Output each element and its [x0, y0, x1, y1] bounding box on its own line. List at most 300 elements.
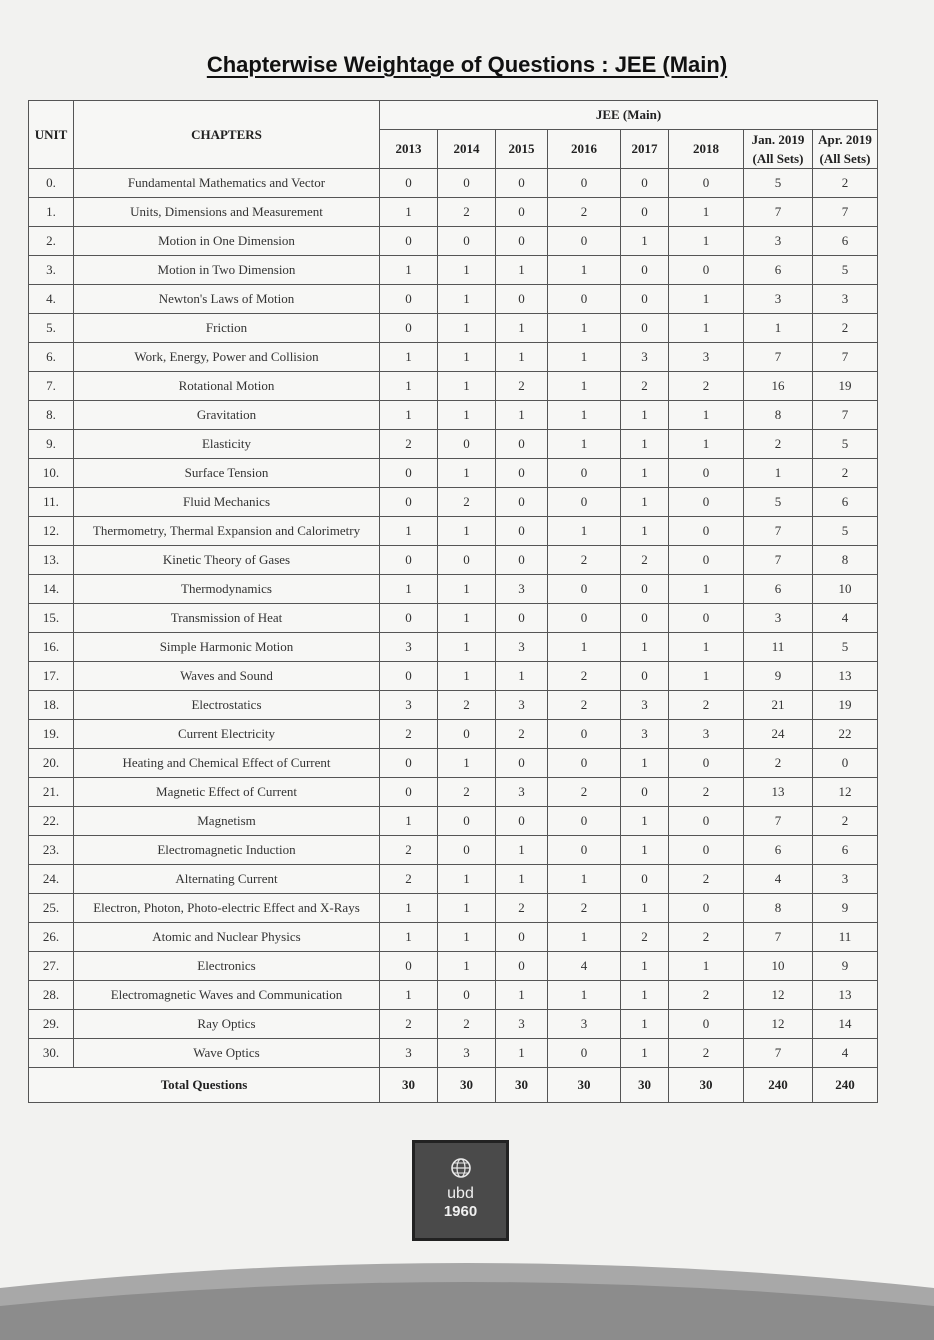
table-row: [29, 1010, 878, 1039]
value-cell: 7: [744, 546, 813, 575]
unit-cell: 3.: [29, 256, 74, 285]
total-cell: 30: [496, 1068, 548, 1103]
value-cell: 7: [813, 401, 878, 430]
value-cell: 13: [744, 778, 813, 807]
value-cell: 1: [380, 981, 438, 1010]
value-cell: 5: [813, 430, 878, 459]
value-cell: 1: [548, 517, 621, 546]
value-cell: 6: [813, 227, 878, 256]
value-cell: 0: [813, 749, 878, 778]
table-row: [29, 865, 878, 894]
value-cell: 0: [621, 575, 669, 604]
value-cell: 0: [380, 227, 438, 256]
table-row: [29, 604, 878, 633]
table-row: [29, 169, 878, 198]
unit-cell: 20.: [29, 749, 74, 778]
value-cell: 1: [438, 575, 496, 604]
value-cell: 1: [380, 575, 438, 604]
value-cell: 0: [438, 430, 496, 459]
value-cell: 1: [438, 256, 496, 285]
value-cell: 2: [438, 691, 496, 720]
value-cell: 1: [438, 372, 496, 401]
value-cell: 21: [744, 691, 813, 720]
value-cell: 2: [669, 1039, 744, 1068]
value-cell: 0: [496, 749, 548, 778]
value-cell: 1: [380, 807, 438, 836]
chapter-cell: Motion in One Dimension: [74, 227, 380, 256]
chapter-cell: Alternating Current: [74, 865, 380, 894]
value-cell: 0: [380, 314, 438, 343]
value-cell: 0: [380, 604, 438, 633]
value-cell: 16: [744, 372, 813, 401]
value-cell: 2: [669, 372, 744, 401]
value-cell: 3: [380, 633, 438, 662]
value-cell: 0: [669, 517, 744, 546]
chapter-cell: Fluid Mechanics: [74, 488, 380, 517]
value-cell: 0: [669, 546, 744, 575]
chapter-cell: Electrostatics: [74, 691, 380, 720]
value-cell: 0: [669, 749, 744, 778]
value-cell: 1: [669, 314, 744, 343]
year-header-jan-2019: [744, 130, 813, 169]
value-cell: 1: [669, 198, 744, 227]
chapters-header: CHAPTERS: [74, 101, 380, 169]
value-cell: 1: [621, 749, 669, 778]
value-cell: 0: [621, 256, 669, 285]
value-cell: 5: [744, 488, 813, 517]
value-cell: 7: [813, 198, 878, 227]
value-cell: 1: [380, 923, 438, 952]
value-cell: 2: [380, 865, 438, 894]
value-cell: 1: [548, 633, 621, 662]
chapter-cell: Simple Harmonic Motion: [74, 633, 380, 662]
value-cell: 1: [438, 314, 496, 343]
unit-cell: 18.: [29, 691, 74, 720]
chapter-cell: Motion in Two Dimension: [74, 256, 380, 285]
table-row: [29, 836, 878, 865]
value-cell: 1: [621, 401, 669, 430]
value-cell: 0: [548, 836, 621, 865]
unit-cell: 1.: [29, 198, 74, 227]
value-cell: 0: [438, 720, 496, 749]
logo-name: ubd: [447, 1185, 474, 1202]
unit-cell: 22.: [29, 807, 74, 836]
value-cell: 0: [669, 807, 744, 836]
value-cell: 4: [744, 865, 813, 894]
year-header-2013: 2013: [380, 130, 438, 169]
value-cell: 6: [744, 836, 813, 865]
value-cell: 0: [669, 169, 744, 198]
value-cell: 11: [813, 923, 878, 952]
total-cell: 30: [548, 1068, 621, 1103]
table-row: [29, 488, 878, 517]
value-cell: 1: [548, 256, 621, 285]
value-cell: 0: [548, 1039, 621, 1068]
value-cell: 13: [813, 981, 878, 1010]
value-cell: 0: [548, 720, 621, 749]
value-cell: 1: [669, 401, 744, 430]
value-cell: 2: [438, 1010, 496, 1039]
value-cell: 1: [380, 401, 438, 430]
unit-cell: 24.: [29, 865, 74, 894]
table-row: [29, 227, 878, 256]
value-cell: 1: [438, 604, 496, 633]
value-cell: 1: [548, 981, 621, 1010]
value-cell: 5: [813, 256, 878, 285]
year-header-apr-2019: [813, 130, 878, 169]
value-cell: 3: [669, 343, 744, 372]
table-row: [29, 314, 878, 343]
value-cell: 1: [669, 633, 744, 662]
value-cell: 2: [438, 778, 496, 807]
value-cell: 2: [669, 865, 744, 894]
value-cell: 0: [621, 285, 669, 314]
table-row: [29, 430, 878, 459]
unit-cell: 27.: [29, 952, 74, 981]
value-cell: 2: [548, 198, 621, 227]
value-cell: 1: [438, 894, 496, 923]
unit-cell: 13.: [29, 546, 74, 575]
value-cell: 11: [744, 633, 813, 662]
table-body: [29, 169, 878, 1068]
value-cell: 3: [380, 691, 438, 720]
value-cell: 4: [813, 1039, 878, 1068]
table-row: [29, 575, 878, 604]
value-cell: 12: [744, 1010, 813, 1039]
total-row: [29, 1068, 878, 1103]
value-cell: 1: [621, 459, 669, 488]
chapter-cell: Current Electricity: [74, 720, 380, 749]
value-cell: 2: [438, 488, 496, 517]
table-row: [29, 372, 878, 401]
value-cell: 1: [548, 314, 621, 343]
value-cell: 1: [621, 488, 669, 517]
value-cell: 22: [813, 720, 878, 749]
value-cell: 14: [813, 1010, 878, 1039]
footer-band: [0, 1248, 934, 1340]
value-cell: 24: [744, 720, 813, 749]
chapter-cell: Magnetism: [74, 807, 380, 836]
value-cell: 2: [813, 807, 878, 836]
unit-cell: 10.: [29, 459, 74, 488]
value-cell: 3: [380, 1039, 438, 1068]
unit-cell: 15.: [29, 604, 74, 633]
value-cell: 2: [548, 778, 621, 807]
value-cell: 1: [496, 981, 548, 1010]
value-cell: 0: [496, 198, 548, 227]
value-cell: 1: [621, 836, 669, 865]
value-cell: 1: [548, 430, 621, 459]
unit-cell: 30.: [29, 1039, 74, 1068]
chapter-cell: Work, Energy, Power and Collision: [74, 343, 380, 372]
value-cell: 2: [380, 836, 438, 865]
value-cell: 0: [438, 807, 496, 836]
value-cell: 3: [496, 575, 548, 604]
total-label: Total Questions: [29, 1068, 380, 1103]
value-cell: 0: [621, 662, 669, 691]
value-cell: 3: [744, 227, 813, 256]
value-cell: 0: [380, 749, 438, 778]
value-cell: 7: [744, 807, 813, 836]
value-cell: 1: [496, 865, 548, 894]
value-cell: 0: [496, 285, 548, 314]
value-cell: 0: [669, 1010, 744, 1039]
value-cell: 2: [548, 894, 621, 923]
value-cell: 0: [496, 517, 548, 546]
value-cell: 0: [496, 459, 548, 488]
value-cell: 1: [548, 401, 621, 430]
value-cell: 0: [380, 778, 438, 807]
chapter-cell: Gravitation: [74, 401, 380, 430]
value-cell: 1: [744, 314, 813, 343]
unit-cell: 4.: [29, 285, 74, 314]
value-cell: 1: [380, 372, 438, 401]
apr-2019-line1: Apr. 2019: [818, 132, 872, 147]
value-cell: 0: [621, 169, 669, 198]
value-cell: 1: [548, 372, 621, 401]
value-cell: 0: [548, 169, 621, 198]
unit-cell: 23.: [29, 836, 74, 865]
value-cell: 1: [380, 894, 438, 923]
total-cell: 240: [744, 1068, 813, 1103]
chapter-cell: Thermodynamics: [74, 575, 380, 604]
chapter-cell: Transmission of Heat: [74, 604, 380, 633]
chapter-cell: Ray Optics: [74, 1010, 380, 1039]
jan-2019-line2: (All Sets): [752, 151, 804, 166]
value-cell: 1: [621, 894, 669, 923]
year-header-2014: 2014: [438, 130, 496, 169]
value-cell: 1: [669, 662, 744, 691]
value-cell: 8: [813, 546, 878, 575]
value-cell: 1: [496, 662, 548, 691]
value-cell: 1: [496, 836, 548, 865]
page-title: [0, 52, 934, 78]
logo-year: 1960: [443, 1203, 478, 1220]
unit-cell: 11.: [29, 488, 74, 517]
unit-cell: 25.: [29, 894, 74, 923]
value-cell: 2: [548, 546, 621, 575]
table-row: [29, 343, 878, 372]
table-row: [29, 894, 878, 923]
value-cell: 19: [813, 372, 878, 401]
total-cell: 30: [438, 1068, 496, 1103]
chapter-cell: Newton's Laws of Motion: [74, 285, 380, 314]
value-cell: 3: [496, 778, 548, 807]
table-row: [29, 517, 878, 546]
unit-cell: 2.: [29, 227, 74, 256]
globe-icon: [450, 1157, 472, 1179]
value-cell: 0: [438, 169, 496, 198]
total-cell: 240: [813, 1068, 878, 1103]
value-cell: 0: [438, 836, 496, 865]
value-cell: 0: [438, 981, 496, 1010]
value-cell: 2: [621, 923, 669, 952]
value-cell: 1: [744, 459, 813, 488]
value-cell: 1: [621, 430, 669, 459]
unit-cell: 28.: [29, 981, 74, 1010]
value-cell: 5: [813, 633, 878, 662]
value-cell: 8: [744, 401, 813, 430]
value-cell: 7: [744, 343, 813, 372]
total-cell: 30: [669, 1068, 744, 1103]
value-cell: 2: [744, 749, 813, 778]
unit-header: UNIT: [29, 101, 74, 169]
value-cell: 3: [621, 343, 669, 372]
value-cell: 0: [380, 662, 438, 691]
value-cell: 1: [621, 1010, 669, 1039]
value-cell: 0: [380, 169, 438, 198]
value-cell: 2: [669, 981, 744, 1010]
value-cell: 12: [744, 981, 813, 1010]
value-cell: 1: [380, 517, 438, 546]
table-row: [29, 198, 878, 227]
value-cell: 0: [496, 488, 548, 517]
value-cell: 3: [496, 1010, 548, 1039]
chapter-cell: Waves and Sound: [74, 662, 380, 691]
table-row: [29, 749, 878, 778]
value-cell: 1: [621, 517, 669, 546]
value-cell: 13: [813, 662, 878, 691]
value-cell: 0: [621, 198, 669, 227]
chapter-cell: Friction: [74, 314, 380, 343]
page-title-text: Chapterwise Weightage of Questions : JEE (Main): [206, 52, 728, 77]
value-cell: 7: [744, 923, 813, 952]
table-row: [29, 1039, 878, 1068]
value-cell: 5: [744, 169, 813, 198]
value-cell: 4: [813, 604, 878, 633]
value-cell: 6: [744, 256, 813, 285]
unit-cell: 21.: [29, 778, 74, 807]
unit-cell: 17.: [29, 662, 74, 691]
value-cell: 2: [813, 169, 878, 198]
chapter-cell: Wave Optics: [74, 1039, 380, 1068]
unit-cell: 6.: [29, 343, 74, 372]
chapter-cell: Electromagnetic Waves and Communication: [74, 981, 380, 1010]
value-cell: 0: [496, 807, 548, 836]
value-cell: 1: [496, 314, 548, 343]
value-cell: 6: [744, 575, 813, 604]
unit-cell: 26.: [29, 923, 74, 952]
table-row: [29, 981, 878, 1010]
value-cell: 6: [813, 836, 878, 865]
table-row: [29, 546, 878, 575]
chapter-cell: Heating and Chemical Effect of Current: [74, 749, 380, 778]
table-row: [29, 720, 878, 749]
value-cell: 0: [438, 227, 496, 256]
value-cell: 0: [669, 836, 744, 865]
value-cell: 7: [744, 517, 813, 546]
value-cell: 3: [496, 691, 548, 720]
chapter-cell: Elasticity: [74, 430, 380, 459]
value-cell: 1: [438, 517, 496, 546]
chapter-cell: Fundamental Mathematics and Vector: [74, 169, 380, 198]
value-cell: 0: [669, 459, 744, 488]
total-cell: 30: [621, 1068, 669, 1103]
value-cell: 3: [496, 633, 548, 662]
value-cell: 0: [669, 488, 744, 517]
value-cell: 1: [438, 401, 496, 430]
chapter-cell: Electromagnetic Induction: [74, 836, 380, 865]
table-row: [29, 401, 878, 430]
value-cell: 1: [669, 285, 744, 314]
value-cell: 3: [548, 1010, 621, 1039]
unit-cell: 5.: [29, 314, 74, 343]
value-cell: 1: [548, 865, 621, 894]
value-cell: 4: [548, 952, 621, 981]
table-row: [29, 662, 878, 691]
value-cell: 5: [813, 517, 878, 546]
value-cell: 1: [438, 952, 496, 981]
unit-cell: 7.: [29, 372, 74, 401]
value-cell: 0: [496, 923, 548, 952]
publisher-logo: [412, 1140, 509, 1241]
weightage-table: [28, 100, 878, 1103]
unit-cell: 12.: [29, 517, 74, 546]
value-cell: 9: [744, 662, 813, 691]
value-cell: 3: [621, 691, 669, 720]
value-cell: 1: [438, 662, 496, 691]
value-cell: 0: [496, 169, 548, 198]
year-header-2015: 2015: [496, 130, 548, 169]
unit-cell: 29.: [29, 1010, 74, 1039]
value-cell: 0: [438, 546, 496, 575]
unit-cell: 9.: [29, 430, 74, 459]
value-cell: 0: [621, 604, 669, 633]
year-header-2017: 2017: [621, 130, 669, 169]
value-cell: 1: [380, 256, 438, 285]
value-cell: 3: [744, 604, 813, 633]
table-row: [29, 285, 878, 314]
value-cell: 2: [669, 778, 744, 807]
value-cell: 1: [496, 343, 548, 372]
value-cell: 3: [621, 720, 669, 749]
value-cell: 1: [438, 343, 496, 372]
unit-cell: 14.: [29, 575, 74, 604]
value-cell: 3: [813, 285, 878, 314]
value-cell: 1: [621, 807, 669, 836]
value-cell: 0: [548, 575, 621, 604]
value-cell: 0: [496, 952, 548, 981]
chapter-cell: Magnetic Effect of Current: [74, 778, 380, 807]
value-cell: 0: [380, 285, 438, 314]
value-cell: 2: [621, 546, 669, 575]
value-cell: 0: [669, 894, 744, 923]
apr-2019-line2: (All Sets): [819, 151, 871, 166]
chapter-cell: Electronics: [74, 952, 380, 981]
value-cell: 1: [621, 981, 669, 1010]
unit-cell: 8.: [29, 401, 74, 430]
value-cell: 2: [669, 923, 744, 952]
value-cell: 7: [744, 1039, 813, 1068]
value-cell: 1: [496, 256, 548, 285]
year-header-2016: 2016: [548, 130, 621, 169]
value-cell: 2: [744, 430, 813, 459]
value-cell: 3: [438, 1039, 496, 1068]
value-cell: 0: [548, 604, 621, 633]
table-row: [29, 923, 878, 952]
value-cell: 0: [548, 459, 621, 488]
value-cell: 1: [548, 343, 621, 372]
header-row-1: [29, 101, 878, 130]
value-cell: 1: [380, 343, 438, 372]
value-cell: 1: [669, 227, 744, 256]
value-cell: 2: [380, 720, 438, 749]
value-cell: 1: [669, 430, 744, 459]
chapter-cell: Surface Tension: [74, 459, 380, 488]
value-cell: 1: [438, 633, 496, 662]
value-cell: 2: [496, 894, 548, 923]
value-cell: 0: [621, 314, 669, 343]
